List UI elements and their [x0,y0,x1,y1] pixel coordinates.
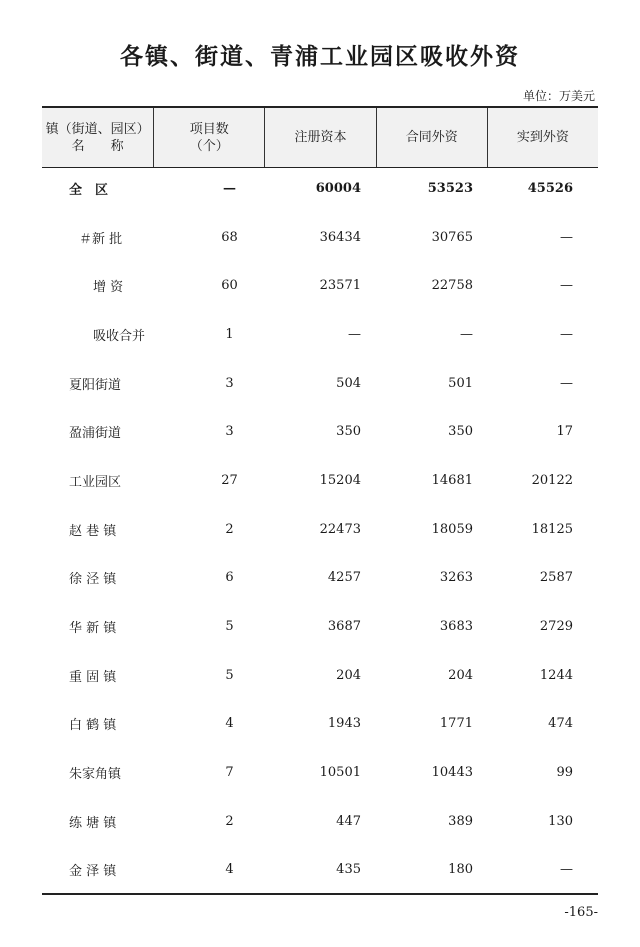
row-registered: 22473 [319,521,361,537]
row-projects: — [223,180,236,196]
row-actual: 130 [548,813,573,829]
header-projects-line1: 项目数 [189,121,229,137]
row-projects: 2 [225,813,234,829]
row-actual: — [560,326,573,342]
row-name: 全 区 [69,182,109,198]
table-row [42,505,598,554]
row-contract: 30765 [431,229,473,245]
row-contract: — [460,326,473,342]
header-contract [376,108,487,167]
row-contract: 18059 [431,521,473,537]
header-name-line2: 名 称 [71,138,124,154]
row-actual: 2729 [539,619,573,635]
row-contract: 22758 [431,278,473,294]
row-registered: 4257 [327,570,361,586]
row-name: 徐 泾 镇 [69,572,117,588]
row-contract: 3683 [439,619,473,635]
row-projects: 27 [221,472,238,488]
table-row [42,407,598,456]
row-actual: 20122 [531,472,573,488]
header-registered-label: 注册资本 [294,130,347,145]
row-contract: 14681 [431,472,473,488]
row-projects: 1 [225,326,234,342]
row-projects: 4 [225,862,234,878]
row-registered: 10501 [319,765,361,781]
row-actual: 99 [556,765,573,781]
row-projects: 3 [225,375,234,391]
row-actual: 45526 [527,180,573,196]
row-actual: — [560,229,573,245]
header-projects-line2: （个） [189,138,229,154]
header-contract-label: 合同外资 [405,130,458,145]
row-contract: 3263 [439,570,473,586]
row-projects: 5 [225,619,234,635]
row-actual: — [560,862,573,878]
row-contract: 180 [448,862,473,878]
row-projects: 2 [225,521,234,537]
row-contract: 10443 [431,765,473,781]
row-actual: — [560,278,573,294]
table-row [42,261,598,310]
table-row [42,846,598,895]
row-actual: 474 [548,716,573,732]
row-actual: — [560,375,573,391]
unit-label: 单位：万美元 [522,89,595,103]
row-registered: 3687 [327,619,361,635]
header-actual [487,108,598,167]
row-name: ＃新 批 [79,231,123,247]
row-name: 华 新 镇 [69,621,117,637]
row-name: 增 资 [93,280,124,296]
row-projects: 4 [225,716,234,732]
header-name-line1: 镇（街道、园区） [45,121,150,137]
row-name: 重 固 镇 [69,669,117,685]
table-row [42,651,598,700]
row-name: 朱家角镇 [69,767,122,783]
header-actual-label: 实到外资 [516,130,569,145]
row-name: 吸收合并 [93,328,146,344]
row-name: 盈浦街道 [69,426,122,442]
row-name: 工业园区 [69,474,122,490]
page-title: 各镇、街道、青浦工业园区吸收外资 [120,43,520,70]
row-contract: 501 [448,375,473,391]
row-projects: 3 [225,424,234,440]
row-name: 赵 巷 镇 [69,523,117,539]
header-projects [153,108,264,167]
row-name: 白 鹤 镇 [69,718,117,734]
header-name [42,108,153,167]
row-registered: 23571 [319,278,361,294]
row-registered: 350 [336,424,361,440]
row-registered: 447 [336,813,361,829]
table-row [42,700,598,749]
table-row [42,797,598,846]
row-contract: 1771 [439,716,473,732]
header-registered [264,108,375,167]
row-registered: 60004 [315,180,361,196]
table-row [42,359,598,408]
table-row [42,213,598,262]
row-actual: 2587 [539,570,573,586]
row-projects: 60 [221,278,238,294]
row-projects: 6 [225,570,234,586]
row-contract: 204 [448,667,473,683]
row-projects: 68 [221,229,238,245]
table-bottom-rule [42,893,598,895]
table-row [42,456,598,505]
row-registered: 504 [336,375,361,391]
row-actual: 18125 [531,521,573,537]
row-contract: 389 [448,813,473,829]
row-registered: 15204 [319,472,361,488]
table-row [42,554,598,603]
row-registered: 204 [336,667,361,683]
row-registered: 1943 [327,716,361,732]
table-body [42,164,598,894]
row-name: 金 泽 镇 [69,864,117,880]
row-actual: 17 [556,424,573,440]
row-actual: 1244 [539,667,573,683]
row-name: 练 塘 镇 [69,815,117,831]
row-projects: 7 [225,765,234,781]
table-row [42,164,598,213]
table-row [42,748,598,797]
table-row [42,310,598,359]
row-projects: 5 [225,667,234,683]
table-row [42,602,598,651]
row-contract: 53523 [427,180,473,196]
row-name: 夏阳街道 [69,377,122,393]
row-registered: 36434 [319,229,361,245]
row-registered: 435 [336,862,361,878]
row-contract: 350 [448,424,473,440]
row-registered: — [348,326,361,342]
page-number: -165- [564,905,598,920]
table-header [42,108,598,167]
